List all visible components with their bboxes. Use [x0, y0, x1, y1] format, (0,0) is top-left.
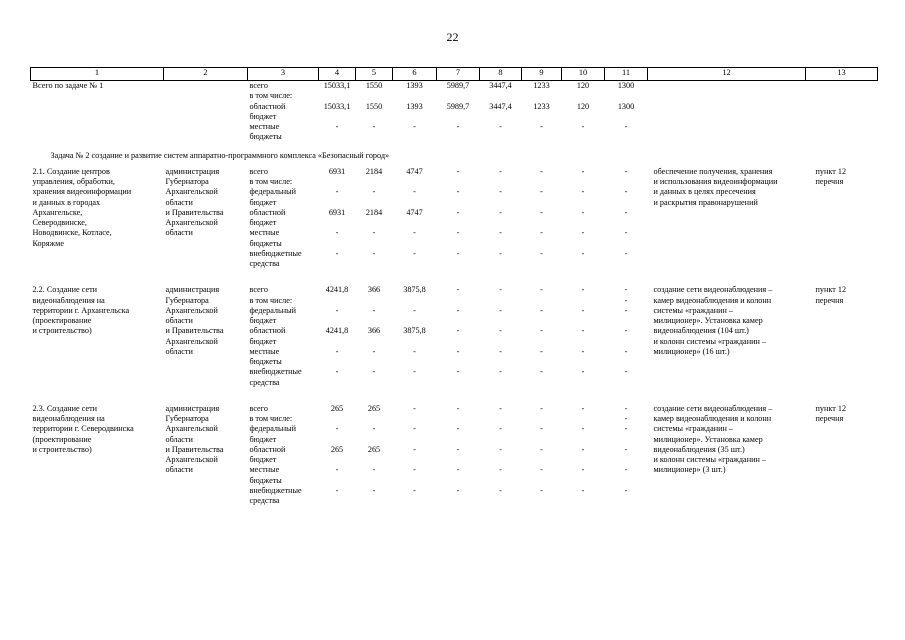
value-cell: - — [540, 346, 543, 356]
value-cell: - — [540, 187, 543, 197]
reference-cell — [806, 81, 878, 143]
value-cell: 366 — [367, 285, 381, 295]
indicator-cell: областной бюджет — [249, 207, 286, 227]
table-body — [31, 81, 878, 507]
value-cell: - — [581, 285, 585, 295]
value-cell: - — [372, 122, 376, 131]
col-header: 11 — [605, 68, 648, 81]
value-cell: - — [413, 424, 416, 434]
value-cell: 4241,8 — [325, 326, 349, 336]
indicator-cell: местные бюджеты — [249, 228, 282, 248]
value-cell: - — [456, 166, 460, 176]
value-cell: - — [499, 285, 502, 295]
value-cell: - — [624, 122, 628, 131]
value-cell: - — [624, 424, 628, 434]
table-row — [31, 81, 878, 92]
value-cell: 1393 — [406, 81, 423, 90]
value-cell: 120 — [576, 81, 590, 90]
col-header: 3 — [248, 68, 319, 81]
value-cell — [562, 296, 605, 306]
value-cell: - — [499, 444, 502, 454]
indicator-cell: внебюджетные средства — [249, 367, 302, 387]
value-cell: - — [581, 424, 585, 434]
value-cell: - — [540, 465, 543, 475]
reference-cell: пункт 12 перечня — [815, 403, 847, 423]
value-cell: - — [581, 305, 585, 315]
value-cell: - — [624, 367, 628, 377]
value-cell: - — [456, 207, 460, 217]
value-cell: - — [581, 403, 585, 413]
page-number: 22 — [446, 30, 459, 44]
value-cell — [437, 177, 480, 187]
col-header: 1 — [31, 68, 164, 81]
value-cell — [319, 91, 356, 101]
value-cell: 3875,8 — [403, 285, 426, 295]
indicator-cell: федеральный бюджет — [249, 424, 297, 444]
value-cell: - — [372, 187, 376, 197]
value-cell: - — [581, 207, 585, 217]
value-cell: - — [456, 444, 460, 454]
value-cell: - — [456, 465, 460, 475]
value-cell — [319, 414, 356, 424]
value-cell — [437, 296, 480, 306]
value-cell: - — [540, 444, 543, 454]
value-cell: - — [581, 248, 585, 258]
value-cell: - — [335, 228, 339, 238]
value-cell: - — [456, 424, 460, 434]
value-cell: - — [413, 465, 416, 475]
value-cell: 2184 — [365, 207, 383, 217]
indicator-cell: областной бюджет — [249, 326, 286, 346]
result-cell — [648, 81, 806, 143]
value-cell: - — [624, 326, 628, 336]
value-cell: - — [499, 248, 502, 258]
value-cell — [393, 177, 437, 187]
result-cell: обеспечение получения, хранения и использования видеоинформации и данных в целях пресечения и раскрытия правонарушений — [653, 166, 778, 207]
value-cell: - — [456, 285, 460, 295]
value-cell: 1550 — [365, 101, 383, 111]
value-cell: - — [581, 485, 585, 495]
value-cell: - — [540, 367, 543, 377]
value-cell: - — [540, 207, 543, 217]
col-header: 8 — [480, 68, 522, 81]
value-cell: - — [335, 465, 339, 475]
value-cell — [437, 414, 480, 424]
value-cell: - — [413, 346, 416, 356]
table-row — [31, 167, 878, 177]
value-cell: - — [624, 485, 628, 495]
value-cell: - — [456, 122, 460, 131]
reference-cell: пункт 12 перечня — [815, 285, 847, 305]
value-cell: - — [456, 326, 460, 336]
value-cell — [393, 91, 437, 101]
value-cell: - — [372, 367, 376, 377]
spacer-row — [31, 388, 878, 404]
value-cell: - — [624, 465, 628, 475]
value-cell: - — [456, 228, 460, 238]
measure-name: 2.3. Создание сети видеонаблюдения на территории г. Северодвинска (проектирование и строительство) — [32, 403, 134, 454]
indicator-cell: федеральный бюджет — [249, 305, 297, 325]
value-cell: - — [372, 305, 376, 315]
value-cell: 15033,1 — [323, 81, 351, 90]
value-cell: - — [413, 444, 416, 454]
task-total-label: Всего по задаче № 1 — [32, 81, 104, 90]
value-cell — [356, 414, 393, 424]
indicator-cell: областной бюджет — [249, 444, 286, 464]
value-cell — [480, 177, 522, 187]
indicator-cell: областной бюджет — [249, 101, 286, 121]
value-cell: - — [540, 248, 543, 258]
value-cell — [356, 91, 393, 101]
col-header: 2 — [164, 68, 248, 81]
value-cell — [393, 414, 437, 424]
value-cell: - — [499, 166, 502, 176]
value-cell: - — [335, 346, 339, 356]
value-cell: - — [456, 305, 460, 315]
table-row — [31, 285, 878, 295]
indicator-cell: внебюджетные средства — [249, 485, 302, 505]
table-row — [31, 404, 878, 414]
value-cell: - — [335, 122, 339, 131]
value-cell: 4241,8 — [325, 285, 349, 295]
value-cell — [319, 296, 356, 306]
value-cell: - — [372, 228, 376, 238]
value-cell: 1550 — [365, 81, 383, 90]
task-heading-row — [31, 143, 878, 167]
value-cell: - — [624, 403, 628, 413]
value-cell: - — [372, 346, 376, 356]
value-cell: 1233 — [533, 81, 550, 90]
result-cell: создание сети видеонаблюдения – камер видеонаблюдения и колонн системы «гражданин – милиционер». Установка камер видеонаблюдения (104 шт.) и колонн системы «гражданин – милиционер» (16 шт.) — [653, 285, 773, 356]
value-cell: - — [499, 207, 502, 217]
value-cell: - — [335, 248, 339, 258]
col-header: 6 — [393, 68, 437, 81]
value-cell: - — [624, 228, 628, 238]
value-cell — [480, 91, 522, 101]
value-cell: - — [540, 166, 543, 176]
executor-cell: администрация Губернатора Архангельской области и Правительства Архангельской области — [165, 285, 224, 356]
value-cell: - — [499, 326, 502, 336]
value-cell — [522, 177, 562, 187]
value-cell: - — [456, 403, 460, 413]
value-cell: 1233 — [533, 101, 550, 111]
value-cell: 4747 — [406, 166, 423, 176]
value-cell: - — [413, 485, 416, 495]
indicator-cell: внебюджетные средства — [249, 248, 302, 268]
value-cell: - — [413, 403, 416, 413]
indicator-cell: всего — [249, 81, 268, 90]
value-cell: - — [540, 285, 543, 295]
value-cell: - — [413, 228, 416, 238]
value-cell: - — [581, 346, 585, 356]
col-header: 10 — [562, 68, 605, 81]
value-cell: - — [624, 305, 628, 315]
value-cell: - — [581, 444, 585, 454]
value-cell: - — [499, 228, 502, 238]
value-cell: - — [581, 228, 585, 238]
value-cell: - — [581, 465, 585, 475]
value-cell: 3875,8 — [403, 326, 426, 336]
value-cell: - — [413, 248, 416, 258]
value-cell: 366 — [367, 326, 381, 336]
value-cell: - — [624, 248, 628, 258]
value-cell: - — [581, 166, 585, 176]
value-cell: - — [624, 207, 628, 217]
indicator-cell: в том числе: — [249, 295, 293, 305]
value-cell: - — [335, 305, 339, 315]
col-header: 13 — [806, 68, 878, 81]
program-table — [30, 67, 878, 506]
value-cell: - — [413, 367, 416, 377]
indicator-cell: в том числе: — [249, 414, 293, 423]
value-cell: 120 — [576, 101, 590, 111]
value-cell: 4747 — [406, 207, 423, 217]
value-cell: 2184 — [365, 166, 383, 176]
value-cell: - — [581, 122, 585, 131]
value-cell: - — [624, 295, 628, 305]
task-heading: Задача № 2 создание и развитие систем аппаратно-программного комплекса «Безопасный город» — [50, 150, 390, 160]
value-cell: 265 — [367, 444, 381, 454]
spacer-cell — [31, 269, 878, 285]
value-cell: - — [624, 444, 628, 454]
value-cell: 265 — [367, 403, 381, 413]
value-cell — [393, 296, 437, 306]
value-cell — [356, 296, 393, 306]
value-cell: - — [372, 424, 376, 434]
indicator-cell: местные бюджеты — [249, 346, 282, 366]
value-cell — [605, 177, 648, 187]
indicator-cell: всего — [249, 403, 268, 413]
value-cell — [522, 414, 562, 424]
value-cell: - — [456, 485, 460, 495]
value-cell: 1300 — [617, 81, 635, 90]
value-cell: - — [499, 403, 502, 413]
value-cell: - — [540, 305, 543, 315]
value-cell: - — [372, 465, 376, 475]
executor-cell: администрация Губернатора Архангельской области и Правительства Архангельской области — [165, 166, 224, 238]
indicator-cell: федеральный бюджет — [249, 187, 297, 207]
value-cell: 1300 — [617, 101, 635, 111]
value-cell — [437, 91, 480, 101]
value-cell — [562, 414, 605, 424]
value-cell: - — [540, 403, 543, 413]
reference-cell: пункт 12 перечня — [815, 166, 847, 186]
value-cell: - — [456, 346, 460, 356]
value-cell — [605, 91, 648, 101]
value-cell: - — [456, 248, 460, 258]
value-cell: - — [499, 346, 502, 356]
indicator-cell: местные бюджеты — [249, 465, 282, 485]
value-cell: - — [372, 485, 376, 495]
value-cell — [562, 177, 605, 187]
value-cell — [356, 177, 393, 187]
value-cell: - — [624, 346, 628, 356]
column-number-header — [31, 68, 878, 81]
value-cell — [480, 414, 522, 424]
value-cell: 5989,7 — [446, 101, 470, 111]
spacer-row — [31, 269, 878, 285]
value-cell: - — [499, 367, 502, 377]
indicator-cell: в том числе: — [249, 177, 293, 186]
value-cell: - — [413, 122, 416, 131]
value-cell: 3447,4 — [489, 101, 512, 111]
value-cell: - — [335, 485, 339, 495]
value-cell: - — [581, 367, 585, 377]
value-cell: - — [624, 166, 628, 176]
value-cell: 3447,4 — [489, 81, 512, 90]
col-header: 5 — [356, 68, 393, 81]
value-cell: 265 — [330, 403, 344, 413]
col-header: 7 — [437, 68, 480, 81]
col-header: 9 — [522, 68, 562, 81]
value-cell: - — [624, 414, 628, 423]
value-cell: - — [540, 485, 543, 495]
value-cell: - — [499, 187, 502, 197]
value-cell: - — [335, 424, 339, 434]
value-cell: - — [581, 187, 585, 197]
value-cell: - — [413, 187, 416, 197]
value-cell — [522, 91, 562, 101]
value-cell: - — [499, 485, 502, 495]
value-cell: 6931 — [328, 207, 346, 217]
value-cell: - — [499, 424, 502, 434]
value-cell: 265 — [330, 444, 344, 454]
value-cell — [522, 296, 562, 306]
value-cell: - — [624, 187, 628, 197]
indicator-cell: в том числе: — [249, 91, 293, 101]
indicator-cell: всего — [249, 285, 268, 295]
value-cell: - — [456, 367, 460, 377]
value-cell: - — [335, 367, 339, 377]
executor-cell: администрация Губернатора Архангельской области и Правительства Архангельской области — [165, 403, 224, 475]
value-cell: - — [540, 424, 543, 434]
value-cell: 5989,7 — [446, 81, 470, 90]
value-cell — [480, 296, 522, 306]
value-cell: - — [540, 122, 543, 131]
indicator-cell: всего — [249, 166, 268, 176]
value-cell: - — [540, 326, 543, 336]
value-cell: - — [335, 187, 339, 197]
value-cell: - — [499, 122, 502, 131]
value-cell: - — [499, 465, 502, 475]
value-cell: - — [413, 305, 416, 315]
value-cell — [319, 177, 356, 187]
value-cell: - — [499, 305, 502, 315]
measure-name: 2.1. Создание центров управления, обработки, хранения видеоинформации и данных в городах Архангельске, Северодвинске, Новодвинске, Котласе, Коряжме — [32, 166, 132, 248]
value-cell: - — [456, 187, 460, 197]
value-cell — [562, 91, 605, 101]
value-cell: - — [581, 326, 585, 336]
value-cell: - — [372, 248, 376, 258]
value-cell: 6931 — [328, 166, 346, 176]
value-cell: - — [540, 228, 543, 238]
result-cell: создание сети видеонаблюдения – камер видеонаблюдения и колонн системы «гражданин – милиционер». Установка камер видеонаблюдения (35 шт.) и колонн системы «гражданин – милиционер» (3 шт.) — [653, 403, 773, 475]
col-header: 12 — [648, 68, 806, 81]
value-cell: - — [624, 285, 628, 295]
col-header: 4 — [319, 68, 356, 81]
indicator-cell: местные бюджеты — [249, 122, 282, 142]
value-cell: 15033,1 — [323, 101, 351, 111]
measure-name: 2.2. Создание сети видеонаблюдения на территории г. Архангельска (проектирование и строительство) — [32, 285, 130, 336]
value-cell: 1393 — [406, 101, 423, 111]
spacer-cell — [31, 388, 878, 404]
